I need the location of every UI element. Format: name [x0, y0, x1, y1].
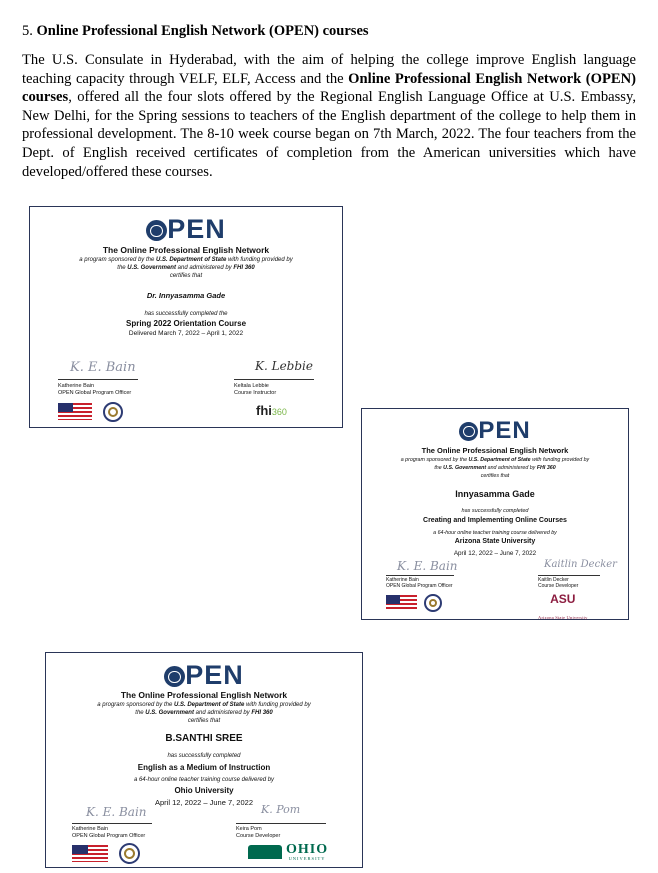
course-name: English as a Medium of Instruction	[137, 763, 271, 772]
course-name: Creating and Implementing Online Courses	[423, 517, 567, 524]
state-department-seal-icon	[119, 843, 140, 864]
right-signature-line	[236, 823, 326, 824]
state-department-seal-icon	[424, 594, 442, 612]
right-signatory: Keira Pom Course Developer	[236, 826, 281, 839]
section-title: Online Professional English Network (OPEN) courses	[36, 23, 369, 39]
recipient-name: Dr. Innyasamma Gade	[146, 291, 226, 300]
delivery-text: a 64-hour online teacher training course delivered by	[433, 530, 557, 536]
certifies-text: certifies that	[480, 473, 510, 479]
globe-ring	[168, 671, 181, 684]
us-flag-icon	[58, 403, 92, 420]
left-signature-line	[386, 575, 454, 576]
sponsor-line-2: the U.S. Government and administered by FHI 360	[434, 465, 556, 471]
recipient-name: Innyasamma Gade	[455, 489, 535, 499]
fhi360-logo: fhi360	[256, 403, 287, 418]
left-signatory: Katherine Bain OPEN Global Program Officer	[58, 383, 132, 396]
left-signatory: Katherine Bain OPEN Global Program Officer	[386, 577, 453, 590]
sponsor-line-1: a program sponsored by the U.S. Department of State with funding provided by	[97, 702, 311, 708]
globe-ring	[463, 426, 474, 437]
open-logo: PEN	[46, 660, 362, 691]
right-signature-line	[234, 379, 314, 380]
left-signatory: Katherine Bain OPEN Global Program Officer	[72, 826, 146, 839]
left-signature-line	[58, 379, 138, 380]
certifies-text: certifies that	[169, 273, 203, 279]
course-dates: April 12, 2022 – June 7, 2022	[453, 550, 537, 557]
us-flag-icon	[386, 595, 417, 611]
us-flag-icon	[72, 845, 108, 862]
right-signature: K. Lebbie	[255, 359, 313, 373]
completed-text: has successfully completed	[461, 508, 529, 514]
sponsor-line-1: a program sponsored by the U.S. Department of State with funding provided by	[400, 457, 590, 463]
course-dates: April 12, 2022 – June 7, 2022	[155, 798, 253, 807]
globe-icon	[146, 220, 167, 241]
ohio-university-logo: OHIO UNIVERSITY	[248, 843, 328, 862]
paragraph-bold: Online Professional English Network (OPEN) courses	[22, 70, 636, 106]
certificate-ohio	[45, 652, 363, 868]
university-name: Arizona State University	[454, 538, 536, 545]
left-signature: K. E. Bain	[70, 360, 136, 375]
left-signature: K. E. Bain	[86, 805, 147, 819]
course-name: Spring 2022 Orientation Course	[125, 319, 247, 328]
paragraph-text-1: The U.S. Consulate in Hyderabad, with the aim of helping the college improve English language teaching capacity through VELF, ELF, Access and the	[22, 52, 636, 87]
network-title: The Online Professional English Network	[102, 245, 270, 255]
right-signature-line	[538, 575, 600, 576]
network-title: The Online Professional English Network	[421, 446, 569, 455]
certificate-orientation	[29, 206, 343, 428]
course-dates: Delivered March 7, 2022 – April 1, 2022	[128, 330, 244, 337]
globe-ring	[150, 225, 163, 238]
left-signature: K. E. Bain	[397, 559, 458, 573]
sponsor-line-1: a program sponsored by the U.S. Department of State with funding provided by	[79, 257, 293, 263]
asu-logo: ASU Arizona State University	[538, 592, 588, 620]
certificate-asu	[361, 408, 629, 620]
right-signature: Kaitlin Decker	[544, 559, 617, 570]
left-signature-line	[72, 823, 152, 824]
sponsor-line-2: the U.S. Government and administered by FHI 360	[135, 710, 273, 716]
state-department-seal-icon	[103, 402, 123, 422]
recipient-name: B.SANTHI SREE	[165, 733, 243, 744]
right-signatory: Keltala Lebbie Course Instructor	[234, 383, 277, 396]
university-name: Ohio University	[174, 786, 234, 795]
delivery-text: a 64-hour online teacher training course delivered by	[133, 777, 275, 783]
body-paragraph	[22, 51, 636, 181]
globe-icon	[164, 666, 185, 687]
sponsor-line-2: the U.S. Government and administered by FHI 360	[117, 265, 255, 271]
open-logo: PEN	[30, 214, 342, 245]
paragraph-text-2: , offered all the four slots offered by the Regional English Language Office at U.S. Embassy, New Delhi, for the Spring sessions to teachers of the English department of the college to help them in professional development. The 8-10 week course began on 7th March, 2022. The four teachers from the Dept. of English received certificates of completion from the American universities which have developed/offered these courses.	[22, 89, 636, 180]
right-signatory: Kaitlin Decker Course Developer	[538, 577, 579, 590]
certifies-text: certifies that	[187, 718, 221, 724]
globe-icon	[459, 422, 478, 441]
ohio-building-icon	[248, 845, 282, 859]
section-heading	[22, 23, 369, 40]
network-title: The Online Professional English Network	[120, 690, 288, 700]
open-logo: PEN	[362, 417, 628, 445]
right-signature: K. Pom	[261, 803, 301, 816]
completed-text: has successfully completed the	[144, 311, 228, 317]
section-number: 5.	[22, 23, 33, 39]
completed-text: has successfully completed	[167, 753, 241, 759]
